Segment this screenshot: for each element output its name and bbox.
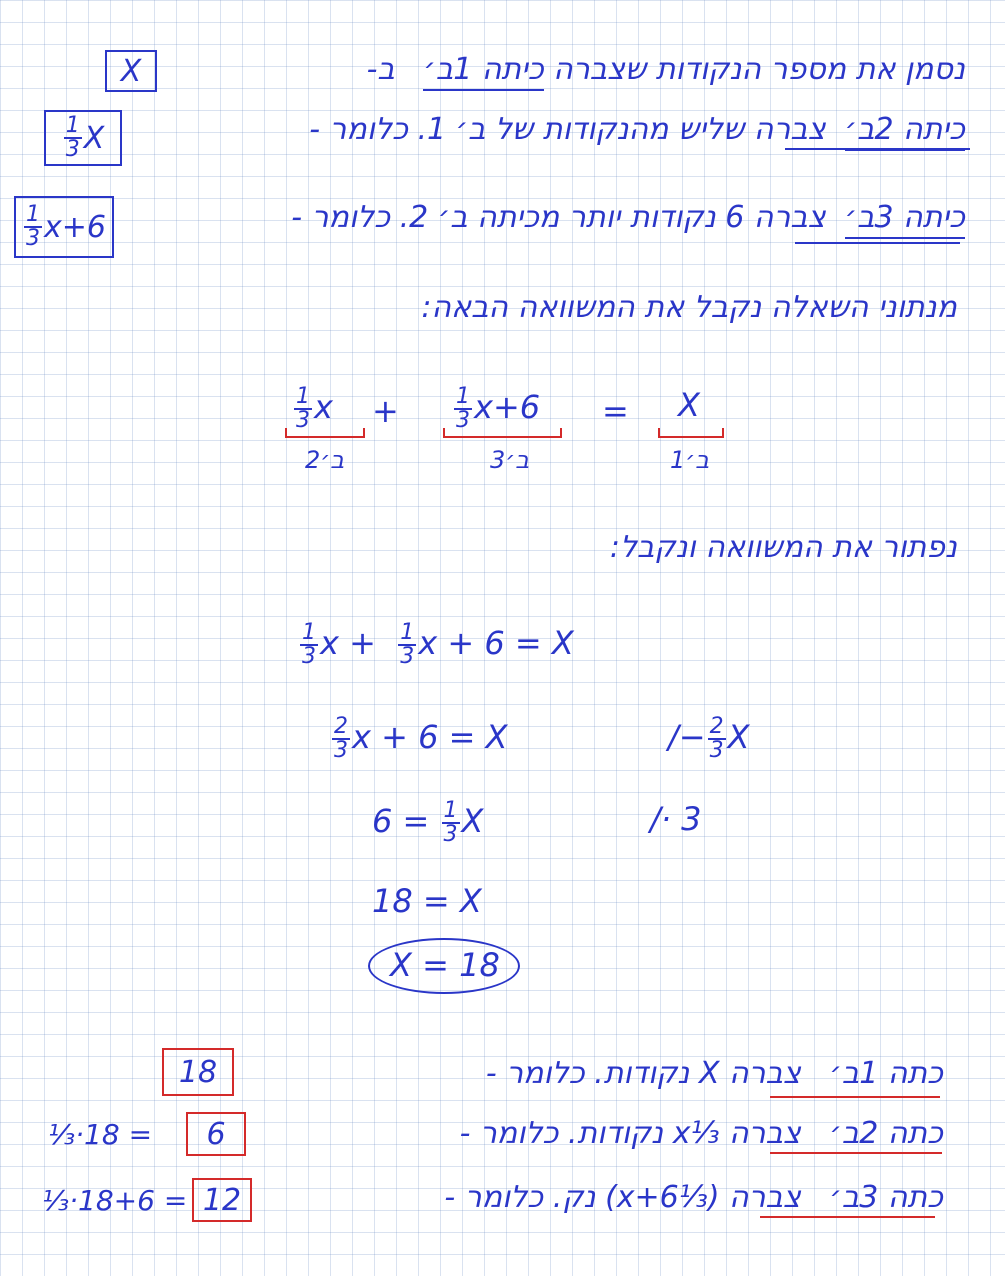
solve-intro: נפתור את המשוואה ונקבל: xyxy=(609,530,957,565)
step-3-op: /· 3 xyxy=(650,800,702,838)
s3-var: X xyxy=(461,802,484,840)
intro-line-2-underline xyxy=(785,148,970,150)
s2-den: 3 xyxy=(334,738,348,763)
intro-line-1-text: נסמן את מספר הנקודות שצברה xyxy=(553,52,965,87)
eq-rhs: X xyxy=(678,386,700,424)
step-2 xyxy=(330,716,508,762)
s2-rest: x + 6 = X xyxy=(352,718,508,756)
eq-t2-den: 3 xyxy=(456,408,470,433)
step-1 xyxy=(298,622,574,668)
result-2-text: צברה ⅓x נקודות. כלומר - xyxy=(459,1116,801,1151)
intro-line-1 xyxy=(367,52,965,87)
result-3-prefix: ⅓·18+6 = xyxy=(42,1184,188,1217)
result-3-text: צברה (⅓x+6) נק. כלומר - xyxy=(444,1180,801,1215)
step-3 xyxy=(372,800,483,846)
result-3-value: 12 xyxy=(202,1182,242,1218)
result-3 xyxy=(444,1180,943,1215)
s3-left: 6 = xyxy=(372,802,430,840)
s1-a-var: x + xyxy=(320,624,376,662)
s1-a-den: 3 xyxy=(302,644,316,669)
s1-b-num: 1 xyxy=(400,620,415,645)
intro-line-3-box xyxy=(14,196,114,258)
box3-rest: x+6 xyxy=(44,209,106,245)
intro-line-1-box xyxy=(105,50,157,92)
eq-t1-den: 3 xyxy=(296,408,310,433)
eq-term-1-bracket xyxy=(285,428,365,438)
result-1-value: 18 xyxy=(178,1054,218,1090)
s1-a-num: 1 xyxy=(302,620,316,645)
intro-line-2-text: צברה שליש מהנקודות של ב׳ 1. כלומר - xyxy=(309,112,826,147)
step-4: 18 = X xyxy=(372,882,482,920)
result-1-underline xyxy=(770,1096,940,1098)
s1-b-rest: x + 6 = X xyxy=(418,624,574,662)
eq-term-1-label: 2ב׳ xyxy=(305,446,345,474)
box2-num: 1 xyxy=(65,113,80,138)
intro-line-2-box xyxy=(44,110,122,166)
eq-rhs-label: 1ב׳ xyxy=(670,446,710,474)
s3-den: 3 xyxy=(443,822,458,847)
box3-den: 3 xyxy=(26,226,40,251)
result-3-underline xyxy=(760,1216,935,1218)
result-2 xyxy=(460,1116,943,1151)
step-2-op xyxy=(668,716,750,762)
eq-term-1 xyxy=(292,386,333,432)
intro-line-2 xyxy=(309,112,965,147)
result-3-box xyxy=(192,1178,252,1222)
result-2-underline xyxy=(770,1152,942,1154)
eq-term-2-bracket xyxy=(443,428,562,438)
result-1 xyxy=(486,1056,943,1091)
intro-line-1-tail: ב- xyxy=(366,52,395,87)
result-3-class: כתה 3ב׳ xyxy=(829,1180,943,1215)
box2-var: X xyxy=(83,120,105,156)
eq-rhs-bracket xyxy=(658,428,724,438)
result-1-box xyxy=(162,1048,234,1096)
eq-t2-num: 1 xyxy=(456,384,470,409)
s2-op-prefix: /− xyxy=(668,718,706,756)
result-2-class: כתה 2ב׳ xyxy=(829,1116,943,1151)
step-5-answer: X = 18 xyxy=(390,946,500,984)
intro-line-3-underline xyxy=(795,242,960,244)
eq-t1-var: x xyxy=(314,388,333,426)
s1-b-den: 3 xyxy=(400,644,415,669)
intro-line-3-class: כיתה 3ב׳ xyxy=(845,200,965,239)
result-2-value: 6 xyxy=(206,1116,226,1152)
intro-line-1-class: כיתה 1ב׳ xyxy=(423,52,543,91)
s2-op-var: X xyxy=(727,718,750,756)
box3-num: 1 xyxy=(26,202,40,227)
box2-den: 3 xyxy=(65,137,80,162)
eq-t2-rest: x+6 xyxy=(474,388,541,426)
intro-line-2-class: כיתה 2ב׳ xyxy=(845,112,965,151)
s2-op-num: 2 xyxy=(709,714,724,739)
equation-intro: מנתוני השאלה נקבל את המשוואה הבאה: xyxy=(421,290,957,325)
s2-num: 2 xyxy=(334,714,348,739)
eq-term-2 xyxy=(452,386,540,432)
eq-plus: + xyxy=(372,392,399,430)
result-2-box xyxy=(186,1112,246,1156)
intro-line-3-text: צברה 6 נקודות יותר מכיתה ב׳ 2. כלומר - xyxy=(291,200,826,235)
s3-num: 1 xyxy=(443,798,458,823)
eq-term-2-label: 3ב׳ xyxy=(490,446,530,474)
eq-equals: = xyxy=(602,392,629,430)
result-2-prefix: ⅓·18 = xyxy=(48,1118,153,1151)
intro-line-3 xyxy=(291,200,965,235)
intro-line-1-box-value: X xyxy=(120,53,142,89)
result-1-text: צברה X נקודות. כלומר - xyxy=(485,1056,801,1091)
s2-op-den: 3 xyxy=(709,738,724,763)
eq-t1-num: 1 xyxy=(296,384,310,409)
result-1-class: כתה 1ב׳ xyxy=(829,1056,943,1091)
